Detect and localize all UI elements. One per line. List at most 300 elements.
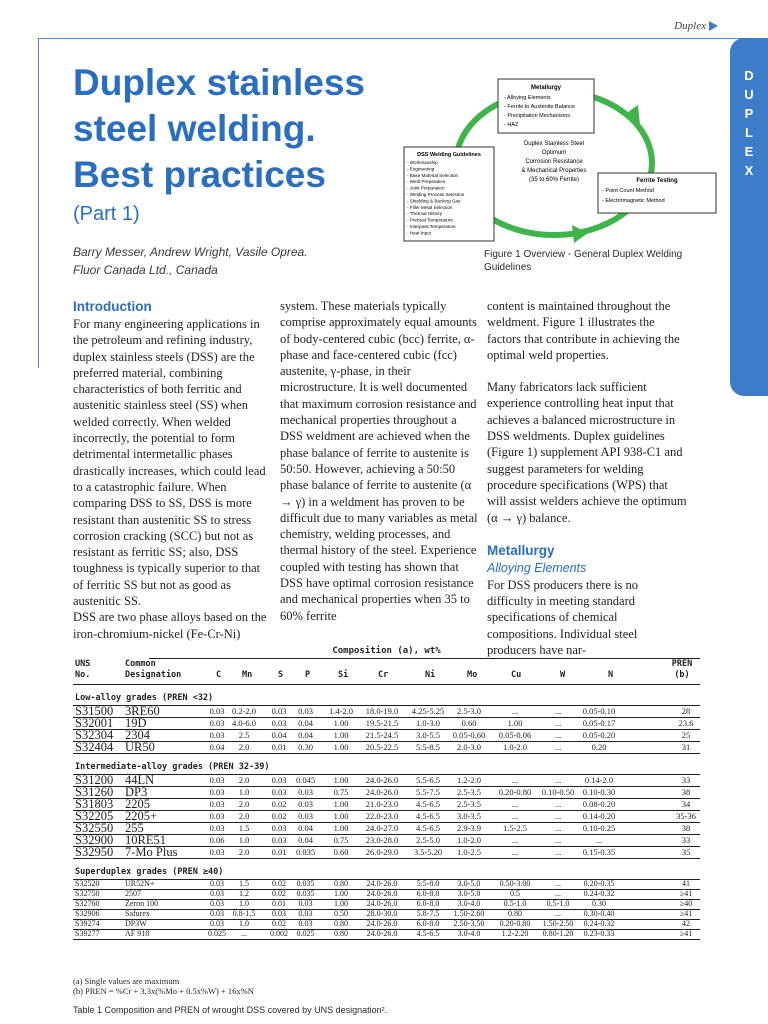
table-cell: 1.00 xyxy=(333,775,349,785)
table-cell: 0.75 xyxy=(333,787,349,797)
table-cell: S32750 xyxy=(75,889,100,898)
body-paragraph: system. These materials typically comprise approximately equal amounts of body-centered cubic (bcc) ferrite, α-phase and face-centered cubic (fcc) austenite, γ-phase, in their microstructure. It is well documented that maximum corrosion resistance and mechanical properties throughout a DSS weldment are achieved when the phase balance of ferrite to austenite is 50:50. However, achieving a 50:50 phase balance of ferrite to austenite (α → γ) in a weldment has proven to be difficult due to many variables as metal chemistry, welding processes, and thermal history of the steel. Experience coupled with testing has shown that DSS have optimal corrosion resistance and mechanical properties when 35 to 60% ferrite xyxy=(280,299,478,623)
side-tab-letter: P xyxy=(744,106,754,121)
table-cell: 0.80-1.20 xyxy=(542,929,574,938)
table-cell: 0.035 xyxy=(296,889,315,898)
table-cell: 4.5-6.5 xyxy=(415,799,441,809)
table-cell: 0.03 xyxy=(271,823,287,833)
table-cell: Safurex xyxy=(125,909,150,918)
triangle-right-icon xyxy=(709,21,718,31)
table-cell: 0.03 xyxy=(272,909,286,918)
table-cell: ... xyxy=(554,823,562,833)
table-cell: 3.0-5.5 xyxy=(415,730,441,740)
table-cell: S32001 xyxy=(75,716,114,730)
welding-guideline-item: - Welding Process Selection xyxy=(407,192,465,197)
table-cell: 0.60 xyxy=(461,718,477,728)
table-cell: 6.0-8.0 xyxy=(416,919,440,928)
table-cell: 2304 xyxy=(125,728,150,742)
table-cell: 2.9-3.9 xyxy=(456,823,482,833)
table-cell: 0.10-0.25 xyxy=(582,823,616,833)
table-cell: ≥41 xyxy=(679,889,693,898)
table-cell: 1.00 xyxy=(334,899,348,908)
table-cell: 21.0-23.0 xyxy=(365,799,399,809)
table-cell: 0.04 xyxy=(298,823,313,833)
table-cell: 0.03 xyxy=(209,787,225,797)
table-cell: 0.02 xyxy=(272,889,286,898)
table-cell: ... xyxy=(511,811,519,821)
table-cell: 4.5-6.5 xyxy=(416,929,440,938)
table-cell: 0.025 xyxy=(296,929,315,938)
center-label-line: (35 to 60% Ferrite) xyxy=(528,177,580,183)
welding-guideline-item: - Base Material Selection xyxy=(407,172,459,178)
table-cell: 1.5 xyxy=(239,879,249,888)
table-cell: 0.5-1.0 xyxy=(546,899,570,908)
table-cell: 1.5 xyxy=(238,823,250,833)
table-cell: 0.80 xyxy=(334,919,348,928)
table-cell: 0.02 xyxy=(271,799,287,809)
table-cell: 0.03 xyxy=(210,899,224,908)
table-cell: 35 xyxy=(681,847,691,857)
table-cell: 2.5-5.0 xyxy=(415,835,441,845)
table-cell: 4.5-6.5 xyxy=(415,811,441,821)
table-cell: 0.06 xyxy=(209,835,225,845)
table-cell: 6.0-8.0 xyxy=(416,899,440,908)
table-cell: 0.03 xyxy=(298,799,313,809)
footnote: (a) Single values are maximum xyxy=(73,976,180,986)
table-cell: 3.0-4.0 xyxy=(457,899,481,908)
table-cell: 0.035 xyxy=(296,879,315,888)
table-cell: 0.03 xyxy=(271,787,287,797)
table-cell: 0.5 xyxy=(510,889,520,898)
table-cell: S39274 xyxy=(75,919,100,928)
table-cell: 1.0 xyxy=(238,787,250,797)
table-cell: 0.03 xyxy=(271,835,287,845)
table-cell: 0.20 xyxy=(591,742,607,752)
table-cell: 0.30 xyxy=(592,899,606,908)
table-cell: 6.0-8.0 xyxy=(416,889,440,898)
side-tab-letter: U xyxy=(744,87,754,102)
table-cell: ... xyxy=(554,730,562,740)
table-cell: 1.50-2.50 xyxy=(542,919,574,928)
body-column-3 xyxy=(487,298,687,658)
table-cell: 1.00 xyxy=(333,742,349,752)
header-section-label: Duplex xyxy=(674,20,706,32)
table-cell: 25 xyxy=(681,730,691,740)
table-cell: 1.00 xyxy=(507,718,523,728)
table-cell: 0.15-0.35 xyxy=(582,847,616,857)
body-paragraph: content is maintained throughout the weldment. Figure 1 illustrates the factors that contribute in achieving the optimal weld properties. xyxy=(487,299,680,362)
table-cell: DP3W xyxy=(125,919,147,928)
table-cell: 2.0 xyxy=(238,799,250,809)
table-cell: ... xyxy=(554,811,562,821)
welding-guideline-item: - Filler Metal Selection xyxy=(407,204,453,210)
affiliation-line: Fluor Canada Ltd., Canada xyxy=(73,263,218,277)
table-cell: 1.50-2.60 xyxy=(453,909,485,918)
table-cell: 24.0-27.0 xyxy=(365,823,399,833)
authors xyxy=(73,243,308,279)
table-cell: 0.05-0.06 xyxy=(498,730,532,740)
table-cell: DP3 xyxy=(125,785,148,799)
table-cell: 0.03 xyxy=(209,718,225,728)
table-cell: S32404 xyxy=(75,740,114,754)
table-cell: 3.0-5.0 xyxy=(457,879,481,888)
table-cell: 0.8-1.5 xyxy=(232,909,256,918)
col-header-mo: Mo xyxy=(467,670,478,680)
table-cell: 31 xyxy=(681,742,691,752)
introduction-heading: Introduction xyxy=(73,299,152,314)
table-cell: 2.5-3.5 xyxy=(456,787,482,797)
table-cell: ≥41 xyxy=(679,909,693,918)
table-cell: ... xyxy=(555,909,561,918)
table-cell: 24.0-26.0 xyxy=(366,929,398,938)
table-cell: 24.0-26.0 xyxy=(366,919,398,928)
table-cell: 1.0-2.0 xyxy=(502,742,528,752)
col-header-p: P xyxy=(305,670,311,680)
welding-guidelines-title: DSS Welding Guidelines xyxy=(417,152,481,158)
table-cell: S32760 xyxy=(75,899,100,908)
table-cell: 0.20-0.35 xyxy=(583,879,615,888)
table-cell: 2.0-3.0 xyxy=(456,742,482,752)
table-cell: 0.03 xyxy=(210,919,224,928)
table-cell: 0.01 xyxy=(271,742,287,752)
table-cell: 0.03 xyxy=(298,919,313,928)
center-label-line: Optimum xyxy=(541,150,567,156)
table-cell: 7-Mo Plus xyxy=(125,845,178,859)
table-cell: S32550 xyxy=(75,821,114,835)
table-cell: 0.03 xyxy=(209,847,225,857)
metallurgy-item: - Alloying Elements xyxy=(504,95,551,101)
table-cell: 34 xyxy=(681,799,691,809)
table-cell: 5.8-7.5 xyxy=(416,909,440,918)
table-cell: 33 xyxy=(681,835,691,845)
table-cell: ... xyxy=(595,835,603,845)
body-column-2 xyxy=(280,298,480,624)
col-header-pren: PREN (b) xyxy=(671,659,693,680)
figure-diagram xyxy=(402,75,720,255)
table-cell: 24.0-26.0 xyxy=(366,899,398,908)
table-cell: ... xyxy=(241,929,247,938)
table-cell: 5.5-7.5 xyxy=(415,787,441,797)
table-cell: 0.75 xyxy=(333,835,349,845)
table-cell: 1.00 xyxy=(333,811,349,821)
table-cell: 0.03 xyxy=(209,799,225,809)
table-cell: 0.03 xyxy=(210,889,224,898)
table-cell: 0.02 xyxy=(272,919,286,928)
table-cell: 26.0-29.0 xyxy=(365,847,399,857)
table-cell: 0.14-0.20 xyxy=(582,811,616,821)
welding-guideline-item: - Joint Preparation xyxy=(407,185,445,191)
table-cell: 1.0-2.0 xyxy=(456,835,482,845)
table-cell: ... xyxy=(511,775,519,785)
table-cell: 2.5-3.0 xyxy=(456,706,482,716)
table-cell: 1.2-2.20 xyxy=(501,929,529,938)
table-cell: 1.00 xyxy=(334,889,348,898)
cycle-arrow-icon xyxy=(572,225,588,243)
table-cell: 24.0-26.0 xyxy=(366,889,398,898)
table-footnotes xyxy=(73,976,254,996)
table-cell: 0.045 xyxy=(295,775,316,785)
table-cell: 255 xyxy=(125,821,144,835)
col-header-designation: Common Designation xyxy=(125,659,182,680)
table-cell: 28.0-30.0 xyxy=(366,909,398,918)
table-cell: Zeron 100 xyxy=(125,899,159,908)
intro-paragraph: For many engineering applications in the petroleum and refining industry, duplex stainless steels (DSS) are the preferred material, combining characteristics of both ferritic and austenitic stainless steel (SS) when welded correctly. When welded incorrectly, the potential to form detrimental intermetallic phases drastically increases, which could lead to a catastrophic failure. When comparing DSS to SS, DSS is more resistant than austenitic SS to stress corrosion cracking (SCC) but not as resistant as ferritic SS; also, DSS toughness is typically superior to that of ferritic SS but not as good as austenitic SS. xyxy=(73,317,266,609)
table-cell: 0.05-0.60 xyxy=(452,730,486,740)
frame-line-top xyxy=(38,38,768,39)
composition-header: Composition (a), wt% xyxy=(332,646,441,656)
table-cell: 0.08-0.20 xyxy=(582,799,616,809)
table-cell: 2.50-3.50 xyxy=(453,919,485,928)
table-cell: 0.5-1.0 xyxy=(503,899,527,908)
table-cell: 22.0-23.0 xyxy=(365,811,399,821)
col-header-n: N xyxy=(608,670,614,680)
ferrite-testing-item: - Electromagnetic Method xyxy=(602,198,665,204)
side-tab-label xyxy=(738,66,760,180)
welding-guideline-item: - Heat Input xyxy=(407,230,432,236)
table-cell: 3.0-5.0 xyxy=(457,889,481,898)
table-cell: 0.03 xyxy=(298,811,313,821)
welding-guideline-item: - Thermal History xyxy=(407,211,443,217)
table-cell: 1.0 xyxy=(238,835,250,845)
table-cell: S31803 xyxy=(75,797,114,811)
table-cell: 0.04 xyxy=(298,730,313,740)
col-header-mn: Mn xyxy=(242,670,253,680)
ferrite-testing-item: - Point Count Method xyxy=(602,188,654,194)
table-cell: 0.03 xyxy=(209,730,225,740)
welding-guidelines-box xyxy=(404,147,494,241)
table-cell: S32304 xyxy=(75,728,114,742)
center-label-line: Corrosion Resistance xyxy=(525,159,583,165)
table-group-title: Low-alloy grades (PREN <32) xyxy=(75,693,214,703)
table-cell: S31200 xyxy=(75,773,114,787)
figure-caption: Figure 1 Overview - General Duplex Welding Guidelines xyxy=(484,249,683,273)
table-cell: 4.0-6.0 xyxy=(231,718,257,728)
col-header-c: C xyxy=(216,670,222,680)
welding-guideline-item: - Interpass Temperature xyxy=(407,224,456,229)
table-cell: 42 xyxy=(682,919,690,928)
table-cell: 0.2-2.0 xyxy=(231,706,257,716)
ferrite-testing-box xyxy=(598,173,716,213)
table-cell: ≥40 xyxy=(679,899,693,908)
table-cell: 4.5-6.5 xyxy=(415,823,441,833)
alloying-subheading: Alloying Elements xyxy=(487,560,587,575)
table-cell: 33 xyxy=(681,775,691,785)
table-cell: AF 918 xyxy=(125,929,150,938)
table-cell: 0.20-0.80 xyxy=(498,787,532,797)
table-cell: S32520 xyxy=(75,879,100,888)
table-cell: ... xyxy=(554,706,562,716)
table-cell: 0.05-0.10 xyxy=(582,706,616,716)
table-cell: 3.5-5.20 xyxy=(413,847,443,857)
welding-guideline-item: - Preheat Temperature xyxy=(407,217,453,223)
metallurgy-item: - Ferrite to Austenite Balance xyxy=(504,104,575,110)
composition-rule xyxy=(149,658,700,659)
table-cell: ... xyxy=(511,835,519,845)
table-cell: 5.5-8.5 xyxy=(415,742,441,752)
table-cell: 28 xyxy=(681,706,691,716)
table-cell: 5.5-8.0 xyxy=(416,879,440,888)
table-cell: 1.00 xyxy=(333,823,349,833)
table-cell: 2.5-3.5 xyxy=(456,799,482,809)
table-cell: 0.24-0.32 xyxy=(583,889,615,898)
col-header-si: Si xyxy=(338,670,349,680)
table-cell: 0.03 xyxy=(271,718,287,728)
table-cell: 0.05-0.17 xyxy=(582,718,616,728)
table-cell: 0.03 xyxy=(209,823,225,833)
side-section-tab[interactable] xyxy=(730,38,768,396)
table-cell: 20.5-22.5 xyxy=(365,742,399,752)
table-cell: ... xyxy=(555,889,561,898)
table-cell: 0.23-0.33 xyxy=(583,929,615,938)
table-cell: 3RE60 xyxy=(125,704,160,718)
table-cell: 0.20-0.80 xyxy=(499,919,531,928)
table-group-title: Superduplex grades (PREN ≥40) xyxy=(75,867,224,877)
table-cell: 38 xyxy=(681,787,691,797)
table-cell: 0.14-2.0 xyxy=(584,775,614,785)
table-cell: 0.03 xyxy=(298,909,313,918)
table-cell: 2.0 xyxy=(238,775,250,785)
side-tab-letter: X xyxy=(744,163,754,178)
intro-paragraph-2: DSS are two phase alloys based on the iron-chromium-nickel (Fe-Cr-Ni) xyxy=(73,610,267,641)
table-cell: ... xyxy=(554,799,562,809)
table-cell: 0.05-0.20 xyxy=(582,730,616,740)
frame-line-left xyxy=(38,38,39,368)
col-header-w: W xyxy=(560,670,566,680)
welding-guideline-item: - Shielding & Backing Gas xyxy=(407,198,461,204)
table-cell: 2205+ xyxy=(125,809,158,823)
table-cell: 19.5-21.5 xyxy=(365,718,399,728)
table-cell: 44LN xyxy=(125,773,155,787)
table-cell: 3.0-3.5 xyxy=(456,811,482,821)
article-title: Duplex stainless steel welding. Best practices xyxy=(73,62,366,195)
table-cell: 1.2 xyxy=(239,889,249,898)
metallurgy-heading: Metallurgy xyxy=(487,542,555,558)
side-tab-letter: D xyxy=(744,68,754,83)
table-cell: 4.25-5.25 xyxy=(411,706,445,716)
table-row xyxy=(73,929,700,940)
table-cell: 2507 xyxy=(125,889,141,898)
body-paragraph: Many fabricators lack sufficient experience controlling heat input that achieves a balanced microstructure in DSS weldments. Duplex guidelines (Figure 1) supplement API 938-C1 and suggest parameters for welding procedure specifications (WPS) that will assist welders achieve the optimum (α → γ) balance. xyxy=(487,380,687,525)
table-cell: 0.50 xyxy=(334,909,348,918)
table-group-title: Intermediate-alloy grades (PREN 32-39) xyxy=(75,762,270,772)
table-cell: 1.0-2.5 xyxy=(456,847,482,857)
side-tab-letter: E xyxy=(744,144,754,159)
table-cell: ... xyxy=(554,718,562,728)
table-cell: 2.0 xyxy=(238,811,250,821)
table-cell: 1.4-2.0 xyxy=(328,706,354,716)
table-cell: ... xyxy=(554,847,562,857)
table-cell: ... xyxy=(555,879,561,888)
table-cell: 19D xyxy=(125,716,147,730)
table-cell: 0.03 xyxy=(271,775,287,785)
table-cell: 5.5-6.5 xyxy=(415,775,441,785)
table-cell: 1.00 xyxy=(333,730,349,740)
table-cell: 23.6 xyxy=(678,718,694,728)
table-cell: S32950 xyxy=(75,845,114,859)
table-cell: 0.03 xyxy=(298,787,313,797)
table-cell: 24.0-26.0 xyxy=(365,775,399,785)
table-cell: 0.03 xyxy=(271,706,287,716)
col-header-s: S xyxy=(278,670,284,680)
table-cell: 0.002 xyxy=(270,929,288,938)
table-cell: 1.0 xyxy=(239,899,249,908)
table-cell: 0.10-0.30 xyxy=(582,787,616,797)
table-cell: 0.30-0.40 xyxy=(583,909,615,918)
table-cell: S39277 xyxy=(75,929,100,938)
table-cell: 0.80 xyxy=(334,879,348,888)
table-cell: ... xyxy=(511,706,519,716)
table-cell: 0.03 xyxy=(298,706,313,716)
table-cell: ... xyxy=(511,799,519,809)
table-cell: 0.80 xyxy=(508,909,522,918)
table-cell: 3.0-4.0 xyxy=(457,929,481,938)
table-cell: S31260 xyxy=(75,785,114,799)
metallurgy-box xyxy=(498,79,594,133)
col-header-cu: Cu xyxy=(511,670,522,680)
table-cell: 0.035 xyxy=(295,847,316,857)
metallurgy-item: - HAZ xyxy=(504,122,519,128)
table-cell: ... xyxy=(554,742,562,752)
col-header-uns: UNS No. xyxy=(75,659,91,680)
table-cell: 38 xyxy=(681,823,691,833)
table-cell: 1.00 xyxy=(333,718,349,728)
table-cell: 0.03 xyxy=(209,811,225,821)
table-cell: 0.50-3.00 xyxy=(499,879,531,888)
table-cell: UR50 xyxy=(125,740,155,754)
table-cell: 0.10-0.50 xyxy=(541,787,575,797)
table-cell: 0.02 xyxy=(272,879,286,888)
table-caption: Table 1 Composition and PREN of wrought DSS covered by UNS designation². xyxy=(73,1005,388,1015)
body-paragraph: For DSS producers there is no difficulty in meeting standard specifications of chemical compositions. Individual steel producers have nar- xyxy=(487,577,639,658)
table-cell: 0.04 xyxy=(209,742,225,752)
table-cell: S32906 xyxy=(75,909,100,918)
table-cell: 24.0-26.0 xyxy=(366,879,398,888)
table-cell: UR52N+ xyxy=(125,879,155,888)
welding-guideline-item: - Weld Preparation xyxy=(407,179,446,185)
table-cell: 18.0-19.0 xyxy=(365,706,399,716)
table-cell: 0.04 xyxy=(271,730,287,740)
table-cell: ... xyxy=(554,775,562,785)
table-cell: 0.04 xyxy=(298,835,313,845)
table-cell: 0.025 xyxy=(208,929,226,938)
table-cell: S31500 xyxy=(75,704,114,718)
table-cell: 0.60 xyxy=(333,847,349,857)
table-cell: 1.0-3.0 xyxy=(415,718,441,728)
table-cell: 2205 xyxy=(125,797,150,811)
table-cell: 2.0 xyxy=(238,847,250,857)
table-cell: S32900 xyxy=(75,833,114,847)
table-cell: ≥41 xyxy=(679,929,693,938)
table-cell: 24.0-26.0 xyxy=(365,787,399,797)
center-label-line: & Mechanical Properties xyxy=(521,168,587,174)
table-cell: 1.0 xyxy=(239,919,249,928)
center-label-line: Duplex Stainless Steel xyxy=(523,141,585,147)
table-cell: 2.5 xyxy=(238,730,250,740)
table-cell: 21.5-24.5 xyxy=(365,730,399,740)
table-cell: 0.03 xyxy=(210,909,224,918)
table-cell: 0.02 xyxy=(271,811,287,821)
footnote: (b) PREN = %Cr + 3.3x(%Mo + 0.5x%W) + 16x%N xyxy=(73,986,254,996)
body-column-1 xyxy=(73,298,273,642)
table-cell: 0.03 xyxy=(209,706,225,716)
col-header-cr: Cr xyxy=(378,670,389,680)
table-cell: 0.24-0.32 xyxy=(583,919,615,928)
center-label xyxy=(521,141,586,183)
table-row xyxy=(73,846,700,859)
table-cell: 1.2-2.0 xyxy=(456,775,482,785)
authors-line: Barry Messer, Andrew Wright, Vasile Oprea. xyxy=(73,245,308,259)
table-cell: 0.01 xyxy=(271,847,287,857)
